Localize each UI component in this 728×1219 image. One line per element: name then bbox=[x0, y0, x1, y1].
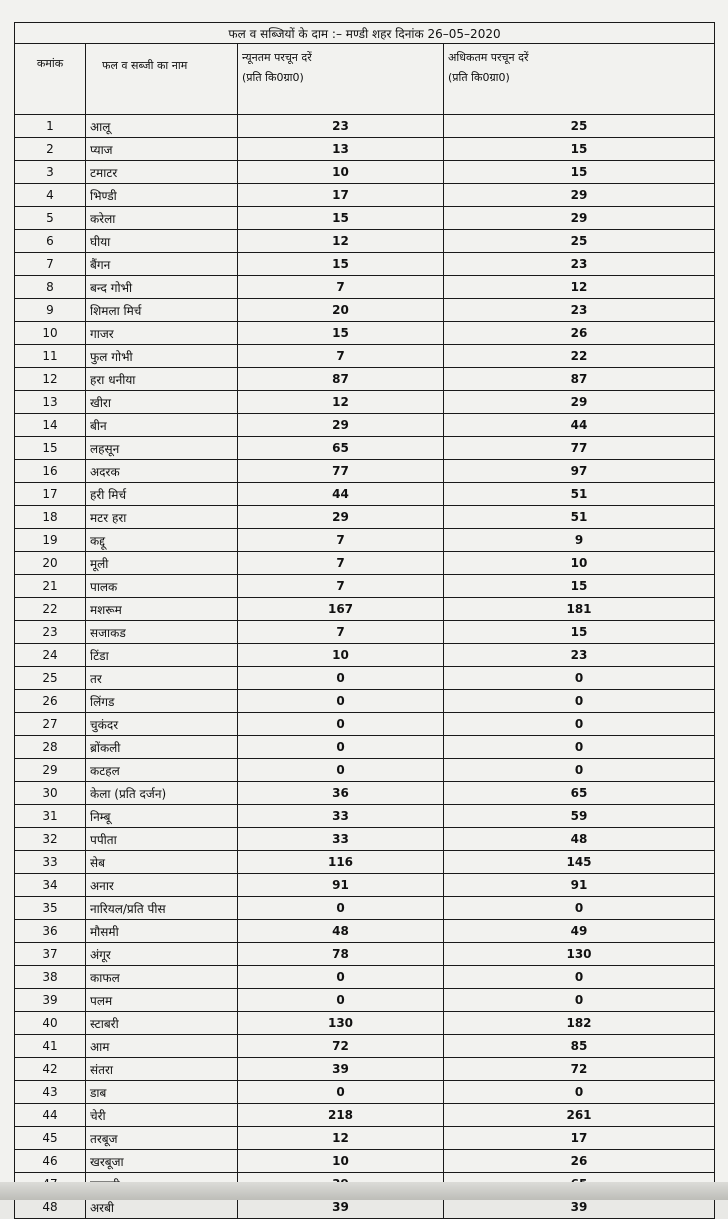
max-rate-cell: 29 bbox=[444, 184, 715, 207]
serial-cell: 35 bbox=[15, 897, 86, 920]
serial-cell: 9 bbox=[15, 299, 86, 322]
serial-cell: 31 bbox=[15, 805, 86, 828]
table-title: फल व सब्जियों के दाम :– मण्डी शहर दिनांक 26–05–2020 bbox=[15, 23, 715, 44]
max-rate-cell: 15 bbox=[444, 575, 715, 598]
serial-cell: 20 bbox=[15, 552, 86, 575]
max-rate-cell: 51 bbox=[444, 483, 715, 506]
serial-cell: 28 bbox=[15, 736, 86, 759]
serial-cell: 12 bbox=[15, 368, 86, 391]
serial-cell: 34 bbox=[15, 874, 86, 897]
title-row bbox=[15, 23, 715, 44]
min-rate-cell: 78 bbox=[238, 943, 444, 966]
table-row bbox=[15, 621, 715, 644]
item-name-cell: करेला bbox=[86, 207, 238, 230]
max-rate-cell: 97 bbox=[444, 460, 715, 483]
serial-cell: 27 bbox=[15, 713, 86, 736]
serial-cell: 15 bbox=[15, 437, 86, 460]
item-name-cell: आम bbox=[86, 1035, 238, 1058]
min-rate-cell: 7 bbox=[238, 552, 444, 575]
table-row bbox=[15, 598, 715, 621]
serial-cell: 3 bbox=[15, 161, 86, 184]
table-row bbox=[15, 391, 715, 414]
serial-cell: 2 bbox=[15, 138, 86, 161]
table-row bbox=[15, 483, 715, 506]
max-rate-cell: 17 bbox=[444, 1127, 715, 1150]
item-name-cell: मटर हरा bbox=[86, 506, 238, 529]
table-row bbox=[15, 713, 715, 736]
item-name-cell: काफल bbox=[86, 966, 238, 989]
item-name-cell: लिंगड bbox=[86, 690, 238, 713]
serial-cell: 25 bbox=[15, 667, 86, 690]
serial-cell: 41 bbox=[15, 1035, 86, 1058]
item-name-cell: निम्बू bbox=[86, 805, 238, 828]
max-rate-cell: 48 bbox=[444, 828, 715, 851]
header-min-rate bbox=[238, 44, 444, 115]
serial-cell: 11 bbox=[15, 345, 86, 368]
max-rate-cell: 49 bbox=[444, 920, 715, 943]
serial-cell: 8 bbox=[15, 276, 86, 299]
min-rate-cell: 77 bbox=[238, 460, 444, 483]
item-name-cell: आलू bbox=[86, 115, 238, 138]
table-row bbox=[15, 414, 715, 437]
item-name-cell: संतरा bbox=[86, 1058, 238, 1081]
min-rate-cell: 17 bbox=[238, 184, 444, 207]
serial-cell: 16 bbox=[15, 460, 86, 483]
serial-cell: 48 bbox=[15, 1196, 86, 1219]
min-rate-cell: 130 bbox=[238, 1012, 444, 1035]
min-rate-cell: 0 bbox=[238, 897, 444, 920]
table-row bbox=[15, 506, 715, 529]
max-rate-cell: 10 bbox=[444, 552, 715, 575]
serial-cell: 10 bbox=[15, 322, 86, 345]
serial-cell: 7 bbox=[15, 253, 86, 276]
min-rate-cell: 0 bbox=[238, 667, 444, 690]
item-name-cell: अंगूर bbox=[86, 943, 238, 966]
table-row bbox=[15, 230, 715, 253]
serial-cell: 37 bbox=[15, 943, 86, 966]
max-rate-cell: 15 bbox=[444, 138, 715, 161]
item-name-cell: प्याज bbox=[86, 138, 238, 161]
table-row bbox=[15, 1035, 715, 1058]
min-rate-cell: 218 bbox=[238, 1104, 444, 1127]
max-rate-cell: 72 bbox=[444, 1058, 715, 1081]
item-name-cell: तरबूज bbox=[86, 1127, 238, 1150]
serial-cell: 24 bbox=[15, 644, 86, 667]
item-name-cell: नारियल/प्रति पीस bbox=[86, 897, 238, 920]
table-row bbox=[15, 345, 715, 368]
item-name-cell: ब्रोंकली bbox=[86, 736, 238, 759]
min-rate-cell: 10 bbox=[238, 644, 444, 667]
serial-cell: 13 bbox=[15, 391, 86, 414]
table-row bbox=[15, 644, 715, 667]
table-row bbox=[15, 207, 715, 230]
item-name-cell: शिमला मिर्च bbox=[86, 299, 238, 322]
min-rate-cell: 65 bbox=[238, 437, 444, 460]
table-row bbox=[15, 966, 715, 989]
min-rate-cell: 0 bbox=[238, 713, 444, 736]
item-name-cell: खरबूजा bbox=[86, 1150, 238, 1173]
item-name-cell: पलम bbox=[86, 989, 238, 1012]
table-row bbox=[15, 253, 715, 276]
max-rate-cell: 59 bbox=[444, 805, 715, 828]
table-row bbox=[15, 115, 715, 138]
serial-cell: 36 bbox=[15, 920, 86, 943]
max-rate-cell: 25 bbox=[444, 115, 715, 138]
item-name-cell: अदरक bbox=[86, 460, 238, 483]
table-row bbox=[15, 552, 715, 575]
min-rate-cell: 7 bbox=[238, 276, 444, 299]
serial-cell: 33 bbox=[15, 851, 86, 874]
item-name-cell: मशरूम bbox=[86, 598, 238, 621]
serial-cell: 29 bbox=[15, 759, 86, 782]
item-name-cell: स्टाबरी bbox=[86, 1012, 238, 1035]
item-name-cell: अरबी bbox=[86, 1196, 238, 1219]
item-name-cell: टमाटर bbox=[86, 161, 238, 184]
min-rate-cell: 39 bbox=[238, 1058, 444, 1081]
max-rate-cell: 26 bbox=[444, 1150, 715, 1173]
header-row bbox=[15, 44, 715, 115]
table-body bbox=[15, 115, 715, 1219]
serial-cell: 39 bbox=[15, 989, 86, 1012]
min-rate-cell: 87 bbox=[238, 368, 444, 391]
min-rate-cell: 0 bbox=[238, 1081, 444, 1104]
max-rate-cell: 51 bbox=[444, 506, 715, 529]
max-rate-cell: 0 bbox=[444, 759, 715, 782]
min-rate-cell: 10 bbox=[238, 1150, 444, 1173]
item-name-cell: केला (प्रति दर्जन) bbox=[86, 782, 238, 805]
max-rate-cell: 15 bbox=[444, 621, 715, 644]
item-name-cell: हरी मिर्च bbox=[86, 483, 238, 506]
table-row bbox=[15, 897, 715, 920]
table-row bbox=[15, 184, 715, 207]
min-rate-cell: 48 bbox=[238, 920, 444, 943]
max-rate-cell: 12 bbox=[444, 276, 715, 299]
table-row bbox=[15, 828, 715, 851]
min-rate-cell: 10 bbox=[238, 161, 444, 184]
table-row bbox=[15, 1081, 715, 1104]
min-rate-cell: 7 bbox=[238, 621, 444, 644]
table-row bbox=[15, 989, 715, 1012]
serial-cell: 18 bbox=[15, 506, 86, 529]
min-rate-cell: 15 bbox=[238, 253, 444, 276]
min-rate-cell: 29 bbox=[238, 414, 444, 437]
price-table bbox=[14, 22, 715, 1219]
table-row bbox=[15, 736, 715, 759]
max-rate-cell: 87 bbox=[444, 368, 715, 391]
serial-cell: 19 bbox=[15, 529, 86, 552]
min-rate-cell: 36 bbox=[238, 782, 444, 805]
item-name-cell: लहसून bbox=[86, 437, 238, 460]
item-name-cell: कटहल bbox=[86, 759, 238, 782]
header-name: फल व सब्जी का नाम bbox=[86, 44, 238, 115]
item-name-cell: भिण्डी bbox=[86, 184, 238, 207]
min-rate-cell: 0 bbox=[238, 690, 444, 713]
max-rate-cell: 15 bbox=[444, 161, 715, 184]
table-row bbox=[15, 368, 715, 391]
item-name-cell: कद्दू bbox=[86, 529, 238, 552]
table-row bbox=[15, 782, 715, 805]
item-name-cell: मूली bbox=[86, 552, 238, 575]
min-rate-cell: 0 bbox=[238, 966, 444, 989]
serial-cell: 32 bbox=[15, 828, 86, 851]
item-name-cell: फुल गोभी bbox=[86, 345, 238, 368]
min-rate-cell: 7 bbox=[238, 345, 444, 368]
serial-cell: 1 bbox=[15, 115, 86, 138]
serial-cell: 4 bbox=[15, 184, 86, 207]
item-name-cell: गाजर bbox=[86, 322, 238, 345]
min-rate-cell: 7 bbox=[238, 575, 444, 598]
min-rate-cell: 0 bbox=[238, 989, 444, 1012]
serial-cell: 30 bbox=[15, 782, 86, 805]
page-bottom-edge bbox=[0, 1182, 728, 1200]
max-rate-cell: 0 bbox=[444, 713, 715, 736]
serial-cell: 14 bbox=[15, 414, 86, 437]
max-rate-cell: 85 bbox=[444, 1035, 715, 1058]
item-name-cell: बन्द गोभी bbox=[86, 276, 238, 299]
table-row bbox=[15, 667, 715, 690]
serial-cell: 23 bbox=[15, 621, 86, 644]
table-row bbox=[15, 1150, 715, 1173]
item-name-cell: हरा धनीया bbox=[86, 368, 238, 391]
min-rate-cell: 13 bbox=[238, 138, 444, 161]
max-rate-cell: 0 bbox=[444, 989, 715, 1012]
price-sheet bbox=[14, 22, 714, 1219]
serial-cell: 17 bbox=[15, 483, 86, 506]
item-name-cell: बीन bbox=[86, 414, 238, 437]
table-row bbox=[15, 437, 715, 460]
max-rate-cell: 182 bbox=[444, 1012, 715, 1035]
min-rate-cell: 0 bbox=[238, 736, 444, 759]
item-name-cell: घीया bbox=[86, 230, 238, 253]
min-rate-cell: 12 bbox=[238, 391, 444, 414]
max-rate-cell: 130 bbox=[444, 943, 715, 966]
table-row bbox=[15, 138, 715, 161]
table-row bbox=[15, 874, 715, 897]
item-name-cell: मौसमी bbox=[86, 920, 238, 943]
min-rate-cell: 116 bbox=[238, 851, 444, 874]
item-name-cell: टिंडा bbox=[86, 644, 238, 667]
max-rate-cell: 0 bbox=[444, 1081, 715, 1104]
serial-cell: 45 bbox=[15, 1127, 86, 1150]
min-rate-cell: 15 bbox=[238, 207, 444, 230]
max-rate-cell: 39 bbox=[444, 1196, 715, 1219]
table-row bbox=[15, 529, 715, 552]
max-rate-cell: 23 bbox=[444, 299, 715, 322]
min-rate-cell: 29 bbox=[238, 506, 444, 529]
min-rate-cell: 44 bbox=[238, 483, 444, 506]
max-rate-cell: 261 bbox=[444, 1104, 715, 1127]
table-row bbox=[15, 322, 715, 345]
header-serial: कमांक bbox=[15, 44, 86, 115]
item-name-cell: डाब bbox=[86, 1081, 238, 1104]
item-name-cell: खीरा bbox=[86, 391, 238, 414]
max-rate-cell: 181 bbox=[444, 598, 715, 621]
table-row bbox=[15, 299, 715, 322]
table-row bbox=[15, 943, 715, 966]
max-rate-cell: 0 bbox=[444, 667, 715, 690]
table-row bbox=[15, 690, 715, 713]
item-name-cell: चेरी bbox=[86, 1104, 238, 1127]
serial-cell: 6 bbox=[15, 230, 86, 253]
serial-cell: 46 bbox=[15, 1150, 86, 1173]
max-rate-cell: 0 bbox=[444, 690, 715, 713]
max-rate-cell: 44 bbox=[444, 414, 715, 437]
min-rate-cell: 15 bbox=[238, 322, 444, 345]
serial-cell: 40 bbox=[15, 1012, 86, 1035]
max-rate-cell: 145 bbox=[444, 851, 715, 874]
serial-cell: 42 bbox=[15, 1058, 86, 1081]
item-name-cell: चुकंदर bbox=[86, 713, 238, 736]
min-rate-cell: 72 bbox=[238, 1035, 444, 1058]
max-rate-cell: 0 bbox=[444, 736, 715, 759]
max-rate-cell: 25 bbox=[444, 230, 715, 253]
table-row bbox=[15, 851, 715, 874]
serial-cell: 26 bbox=[15, 690, 86, 713]
max-rate-cell: 0 bbox=[444, 966, 715, 989]
header-max-line1: अधिकतम परचून दरें bbox=[448, 51, 529, 64]
max-rate-cell: 22 bbox=[444, 345, 715, 368]
item-name-cell: अनार bbox=[86, 874, 238, 897]
table-row bbox=[15, 1058, 715, 1081]
min-rate-cell: 23 bbox=[238, 115, 444, 138]
min-rate-cell: 12 bbox=[238, 1127, 444, 1150]
max-rate-cell: 23 bbox=[444, 253, 715, 276]
item-name-cell: सेब bbox=[86, 851, 238, 874]
serial-cell: 38 bbox=[15, 966, 86, 989]
min-rate-cell: 167 bbox=[238, 598, 444, 621]
serial-cell: 5 bbox=[15, 207, 86, 230]
table-row bbox=[15, 759, 715, 782]
min-rate-cell: 20 bbox=[238, 299, 444, 322]
table-row bbox=[15, 161, 715, 184]
table-row bbox=[15, 920, 715, 943]
table-row bbox=[15, 575, 715, 598]
max-rate-cell: 23 bbox=[444, 644, 715, 667]
max-rate-cell: 29 bbox=[444, 391, 715, 414]
max-rate-cell: 65 bbox=[444, 782, 715, 805]
serial-cell: 44 bbox=[15, 1104, 86, 1127]
serial-cell: 21 bbox=[15, 575, 86, 598]
header-max-line2: (प्रति कि0ग्रा0) bbox=[448, 71, 510, 84]
header-max-rate bbox=[444, 44, 715, 115]
min-rate-cell: 33 bbox=[238, 805, 444, 828]
header-min-line1: न्यूनतम परचून दरें bbox=[242, 51, 312, 64]
serial-cell: 22 bbox=[15, 598, 86, 621]
serial-cell: 43 bbox=[15, 1081, 86, 1104]
max-rate-cell: 29 bbox=[444, 207, 715, 230]
header-min-line2: (प्रति कि0ग्रा0) bbox=[242, 71, 304, 84]
item-name-cell: तर bbox=[86, 667, 238, 690]
item-name-cell: पपीता bbox=[86, 828, 238, 851]
max-rate-cell: 9 bbox=[444, 529, 715, 552]
table-row bbox=[15, 276, 715, 299]
max-rate-cell: 91 bbox=[444, 874, 715, 897]
max-rate-cell: 26 bbox=[444, 322, 715, 345]
min-rate-cell: 91 bbox=[238, 874, 444, 897]
max-rate-cell: 77 bbox=[444, 437, 715, 460]
table-row bbox=[15, 805, 715, 828]
min-rate-cell: 7 bbox=[238, 529, 444, 552]
min-rate-cell: 0 bbox=[238, 759, 444, 782]
min-rate-cell: 12 bbox=[238, 230, 444, 253]
table-row bbox=[15, 1012, 715, 1035]
table-row bbox=[15, 460, 715, 483]
item-name-cell: पालक bbox=[86, 575, 238, 598]
table-row bbox=[15, 1104, 715, 1127]
item-name-cell: सजाकड bbox=[86, 621, 238, 644]
min-rate-cell: 33 bbox=[238, 828, 444, 851]
item-name-cell: बैंगन bbox=[86, 253, 238, 276]
max-rate-cell: 0 bbox=[444, 897, 715, 920]
min-rate-cell: 39 bbox=[238, 1196, 444, 1219]
table-row bbox=[15, 1127, 715, 1150]
